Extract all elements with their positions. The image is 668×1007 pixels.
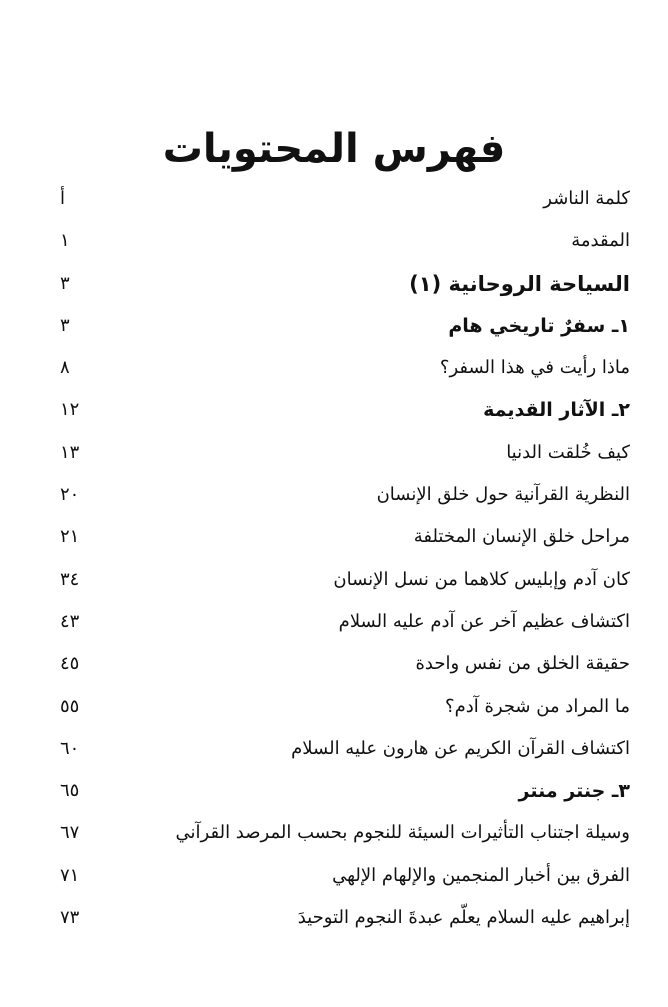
toc-page-number: ٦٧ [60, 822, 80, 844]
toc-page-number: ٢٠ [60, 484, 80, 506]
toc-chapter-heading [60, 305, 630, 347]
toc-page-number: ٤٣ [60, 610, 80, 632]
toc-entry [60, 728, 630, 770]
toc-entry-title: ما المراد من شجرة آدم؟ [445, 695, 630, 717]
toc-entry-title: المقدمة [571, 230, 630, 252]
table-of-contents [60, 178, 630, 939]
toc-page-number: ١٢ [60, 399, 80, 421]
toc-entry-title: اكتشاف القرآن الكريم عن هارون عليه السلام [291, 737, 630, 759]
toc-page-number: ٢١ [60, 526, 80, 548]
toc-entry-title: ماذا رأيت في هذا السفر؟ [439, 357, 630, 379]
toc-page-number: ٧١ [60, 864, 80, 886]
toc-part-heading [60, 263, 630, 305]
toc-entry [60, 855, 630, 897]
toc-entry [60, 601, 630, 643]
toc-entry-title: وسيلة اجتناب التأثيرات السيئة للنجوم بحسب المرصد القرآني [175, 822, 630, 844]
toc-entry-title: كلمة الناشر [543, 188, 630, 209]
toc-page-number: ١٣ [60, 441, 80, 463]
toc-entry-title: ٢ـ الآثار القديمة [483, 399, 630, 422]
toc-entry [60, 643, 630, 685]
toc-entry-title: الفرق بين أخبار المنجمين والإلهام الإلهي [332, 864, 630, 886]
toc-page-number: ٥٥ [60, 695, 80, 717]
toc-entry [60, 559, 630, 601]
toc-page-number: ٣ [60, 314, 70, 336]
toc-entry-title: إبراهيم عليه السلام يعلّم عبدةَ النجوم التوحيدَ [297, 907, 630, 929]
toc-entry [60, 474, 630, 516]
toc-page-number: ٣ [60, 272, 70, 294]
toc-entry-title: اكتشاف عظيم آخر عن آدم عليه السلام [338, 610, 630, 632]
toc-entry [60, 516, 630, 558]
toc-entry [60, 178, 630, 220]
toc-entry-title: ٣ـ جنتر منتر [518, 780, 630, 803]
toc-entry [60, 812, 630, 854]
toc-chapter-heading [60, 389, 630, 431]
toc-entry [60, 432, 630, 474]
toc-entry-title: مراحل خلق الإنسان المختلفة [413, 526, 630, 548]
toc-entry-title: حقيقة الخلق من نفس واحدة [415, 653, 630, 675]
toc-page-number: أ [60, 188, 66, 209]
toc-entry [60, 220, 630, 262]
page-title: فهرس المحتويات [162, 125, 506, 172]
toc-chapter-heading [60, 770, 630, 812]
toc-entry-title: كيف خُلقت الدنيا [506, 441, 630, 463]
toc-entry-title: ١ـ سفرٌ تاريخي هام [448, 314, 630, 337]
toc-page-number: ١ [60, 230, 70, 252]
toc-entry [60, 897, 630, 939]
toc-page-number: ٧٣ [60, 907, 80, 929]
toc-entry [60, 347, 630, 389]
toc-entry-title: كان آدم وإبليس كلاهما من نسل الإنسان [333, 568, 630, 590]
toc-page-number: ٦٥ [60, 780, 80, 802]
toc-entry-title: النظرية القرآنية حول خلق الإنسان [376, 484, 630, 506]
toc-entry-title: السياحة الروحانية (١) [409, 271, 630, 296]
toc-page-number: ٦٠ [60, 737, 80, 759]
toc-entry [60, 686, 630, 728]
toc-page-number: ٣٤ [60, 568, 80, 590]
toc-page-number: ٨ [60, 357, 70, 379]
toc-page-number: ٤٥ [60, 653, 80, 675]
